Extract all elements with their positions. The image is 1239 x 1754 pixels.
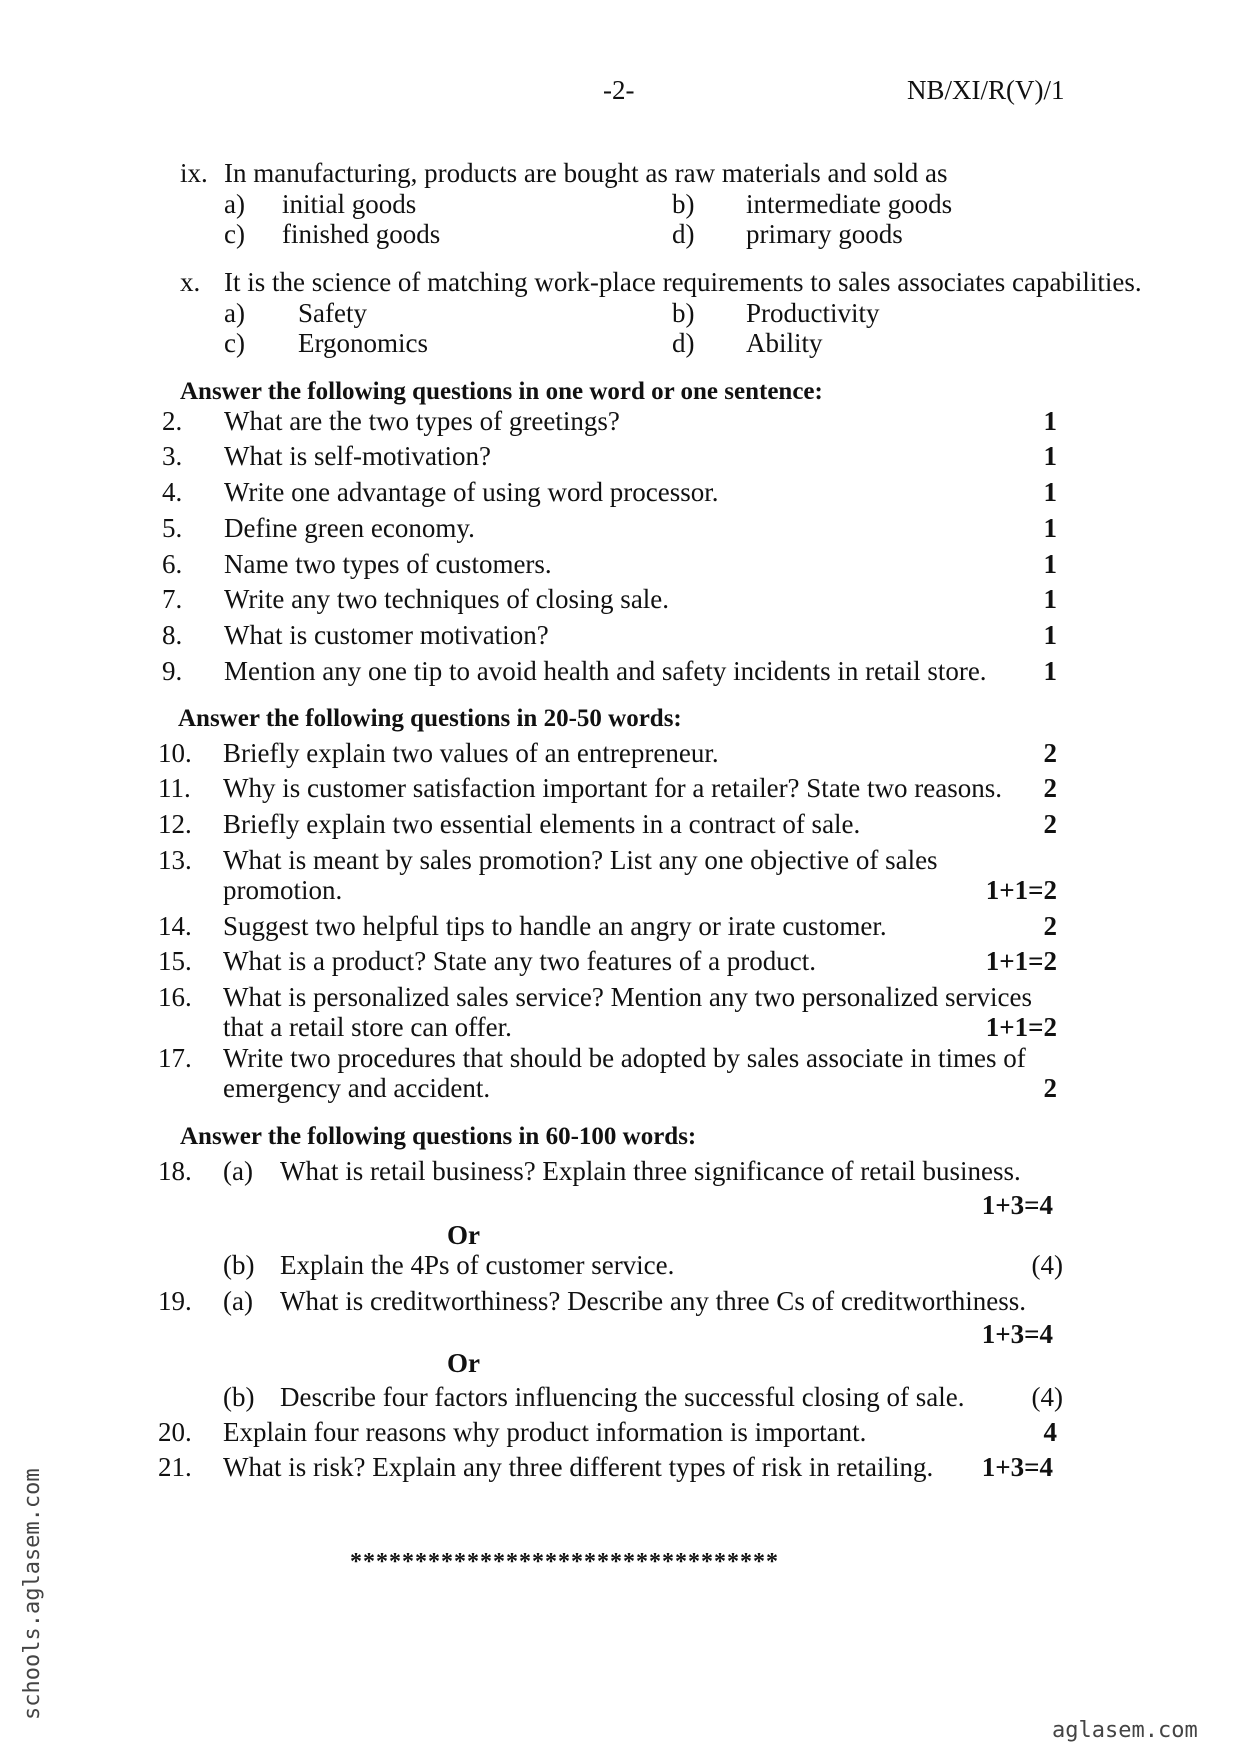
bottom-watermark: aglasem.com bbox=[1052, 1718, 1198, 1743]
question-marks: 1+3=4 bbox=[981, 1319, 1053, 1349]
sub-question-text: What is creditworthiness? Describe any three Cs of creditworthiness. bbox=[280, 1286, 1027, 1316]
question-text-line: promotion. bbox=[223, 875, 343, 905]
question-text: Briefly explain two values of an entrepreneur. bbox=[223, 738, 719, 768]
question-number: ix. bbox=[180, 158, 208, 188]
question-marks: 4 bbox=[1043, 1417, 1057, 1447]
question-marks: 1 bbox=[1043, 549, 1057, 579]
option-letter: a) bbox=[224, 298, 245, 328]
question-number: 4. bbox=[162, 477, 183, 507]
question-number: 16. bbox=[158, 982, 192, 1012]
section-heading-one-word: Answer the following questions in one word or one sentence: bbox=[180, 378, 823, 405]
option-letter: c) bbox=[224, 328, 245, 358]
option-letter: a) bbox=[224, 189, 245, 219]
sub-question-label: (b) bbox=[223, 1382, 255, 1412]
section-heading-short: Answer the following questions in 20-50 words: bbox=[178, 705, 682, 732]
question-number: 6. bbox=[162, 549, 183, 579]
question-text: In manufacturing, products are bought as raw materials and sold as bbox=[224, 158, 948, 188]
question-text: Write any two techniques of closing sale. bbox=[224, 584, 670, 614]
question-marks: 1 bbox=[1043, 513, 1057, 543]
option-text: Ergonomics bbox=[298, 328, 428, 358]
question-text: Mention any one tip to avoid health and safety incidents in retail store. bbox=[224, 656, 987, 686]
option-letter: b) bbox=[672, 189, 695, 219]
option-text: primary goods bbox=[746, 219, 903, 249]
question-text-line: emergency and accident. bbox=[223, 1073, 491, 1103]
sub-question-label: (b) bbox=[223, 1250, 255, 1280]
question-number: 19. bbox=[158, 1286, 192, 1316]
question-marks: 1+1=2 bbox=[985, 875, 1057, 905]
question-text: Suggest two helpful tips to handle an angry or irate customer. bbox=[223, 911, 887, 941]
question-marks: 1+3=4 bbox=[981, 1190, 1053, 1220]
question-number: 3. bbox=[162, 441, 183, 471]
sub-question-text: Explain the 4Ps of customer service. bbox=[280, 1250, 675, 1280]
question-marks: 2 bbox=[1043, 911, 1057, 941]
or-separator: Or bbox=[447, 1220, 480, 1250]
question-number: x. bbox=[180, 267, 201, 297]
question-marks: (4) bbox=[1031, 1250, 1063, 1280]
question-marks: 1 bbox=[1043, 656, 1057, 686]
question-text-line: Write two procedures that should be adopted by sales associate in times of bbox=[223, 1043, 1026, 1073]
option-text: Safety bbox=[298, 298, 367, 328]
option-text: finished goods bbox=[282, 219, 441, 249]
paper-code: NB/XI/R(V)/1 bbox=[907, 75, 1065, 105]
question-number: 12. bbox=[158, 809, 192, 839]
side-watermark: schools.aglasem.com bbox=[20, 1468, 45, 1720]
question-number: 8. bbox=[162, 620, 183, 650]
question-number: 10. bbox=[158, 738, 192, 768]
end-of-paper-marker: ********************************* bbox=[350, 1549, 779, 1575]
question-text: Explain four reasons why product information is important. bbox=[223, 1417, 867, 1447]
question-marks: 2 bbox=[1043, 773, 1057, 803]
page-number: -2- bbox=[603, 75, 635, 105]
option-letter: d) bbox=[672, 328, 695, 358]
option-text: intermediate goods bbox=[746, 189, 953, 219]
sub-question-text: Describe four factors influencing the successful closing of sale. bbox=[280, 1382, 965, 1412]
question-marks: 1 bbox=[1043, 406, 1057, 436]
question-number: 17. bbox=[158, 1043, 192, 1073]
question-text: Briefly explain two essential elements in a contract of sale. bbox=[223, 809, 861, 839]
question-number: 18. bbox=[158, 1156, 192, 1186]
question-text: Name two types of customers. bbox=[224, 549, 552, 579]
question-marks: (4) bbox=[1031, 1382, 1063, 1412]
question-marks: 1 bbox=[1043, 584, 1057, 614]
sub-question-label: (a) bbox=[223, 1156, 253, 1186]
question-text: Define green economy. bbox=[224, 513, 475, 543]
question-text: What are the two types of greetings? bbox=[224, 406, 620, 436]
option-text: Ability bbox=[746, 328, 823, 358]
option-letter: c) bbox=[224, 219, 245, 249]
question-number: 9. bbox=[162, 656, 183, 686]
question-text: Write one advantage of using word processor. bbox=[224, 477, 719, 507]
or-separator: Or bbox=[447, 1348, 480, 1378]
option-letter: b) bbox=[672, 298, 695, 328]
question-number: 21. bbox=[158, 1452, 192, 1482]
question-number: 7. bbox=[162, 584, 183, 614]
question-number: 20. bbox=[158, 1417, 192, 1447]
question-text-line: What is personalized sales service? Mention any two personalized services bbox=[223, 982, 1032, 1012]
question-text: Why is customer satisfaction important for a retailer? State two reasons. bbox=[223, 773, 1003, 803]
question-marks: 1 bbox=[1043, 620, 1057, 650]
question-text: What is self-motivation? bbox=[224, 441, 491, 471]
sub-question-label: (a) bbox=[223, 1286, 253, 1316]
question-number: 2. bbox=[162, 406, 183, 436]
question-text: What is risk? Explain any three different types of risk in retailing. bbox=[223, 1452, 934, 1482]
question-number: 11. bbox=[158, 773, 191, 803]
question-text-line: that a retail store can offer. bbox=[223, 1012, 512, 1042]
option-text: initial goods bbox=[282, 189, 417, 219]
question-text: What is customer motivation? bbox=[224, 620, 549, 650]
option-text: Productivity bbox=[746, 298, 880, 328]
question-text: What is a product? State any two features of a product. bbox=[223, 946, 817, 976]
question-marks: 1+3=4 bbox=[981, 1452, 1053, 1482]
question-marks: 1 bbox=[1043, 441, 1057, 471]
question-marks: 2 bbox=[1043, 1073, 1057, 1103]
sub-question-text: What is retail business? Explain three significance of retail business. bbox=[280, 1156, 1021, 1186]
question-number: 15. bbox=[158, 946, 192, 976]
question-marks: 1 bbox=[1043, 477, 1057, 507]
option-letter: d) bbox=[672, 219, 695, 249]
question-number: 5. bbox=[162, 513, 183, 543]
question-marks: 1+1=2 bbox=[985, 946, 1057, 976]
question-text-line: What is meant by sales promotion? List any one objective of sales bbox=[223, 845, 938, 875]
question-number: 13. bbox=[158, 845, 192, 875]
question-marks: 2 bbox=[1043, 738, 1057, 768]
question-marks: 2 bbox=[1043, 809, 1057, 839]
question-marks: 1+1=2 bbox=[985, 1012, 1057, 1042]
question-number: 14. bbox=[158, 911, 192, 941]
section-heading-long: Answer the following questions in 60-100 words: bbox=[180, 1123, 697, 1150]
question-text: It is the science of matching work-place requirements to sales associates capabilities. bbox=[224, 267, 1142, 297]
